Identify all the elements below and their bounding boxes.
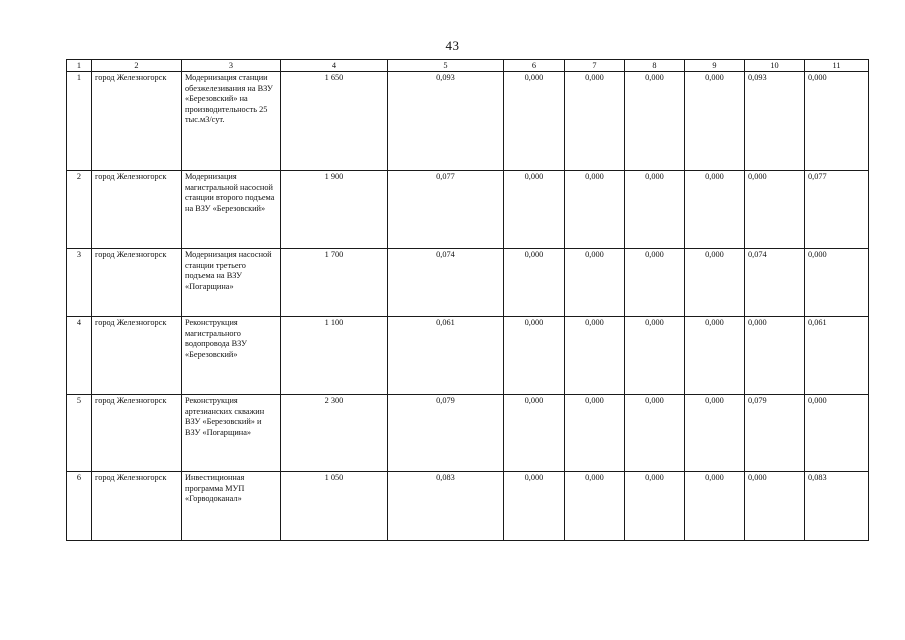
column-header: 2 [92,60,182,72]
table-row [67,472,869,541]
column-header: 5 [388,60,504,72]
row-number: 4 [67,317,92,395]
value-cell-9: 0,000 [685,171,745,249]
value-cell-8: 0,000 [625,72,685,171]
value-cell-11: 0,077 [805,171,869,249]
value-cell-6: 0,000 [504,249,565,317]
city-cell: город Железногорск [92,171,182,249]
value-cell-6: 0,000 [504,317,565,395]
value-cell-11: 0,000 [805,72,869,171]
city-cell: город Железногорск [92,317,182,395]
value-cell-6: 0,000 [504,472,565,541]
page-number: 43 [445,38,460,53]
object-cell: Модернизация магистральной насосной станции второго подъема на ВЗУ «Березовский» [182,171,281,249]
value-cell-9: 0,000 [685,395,745,472]
value-cell-4: 1 650 [281,72,388,171]
header-row [67,60,869,72]
value-cell-4: 1 050 [281,472,388,541]
value-cell-6: 0,000 [504,171,565,249]
city-cell: город Железногорск [92,395,182,472]
value-cell-5: 0,077 [388,171,504,249]
value-cell-5: 0,079 [388,395,504,472]
table-row [67,395,869,472]
column-header: 6 [504,60,565,72]
table-row [67,72,869,171]
column-header: 3 [182,60,281,72]
row-number: 5 [67,395,92,472]
value-cell-7: 0,000 [565,317,625,395]
column-header: 11 [805,60,869,72]
column-header: 4 [281,60,388,72]
value-cell-8: 0,000 [625,171,685,249]
value-cell-11: 0,000 [805,249,869,317]
value-cell-6: 0,000 [504,395,565,472]
city-cell: город Железногорск [92,472,182,541]
data-table [66,59,869,541]
value-cell-5: 0,074 [388,249,504,317]
value-cell-10: 0,000 [745,317,805,395]
value-cell-8: 0,000 [625,249,685,317]
value-cell-7: 0,000 [565,72,625,171]
value-cell-4: 2 300 [281,395,388,472]
value-cell-5: 0,093 [388,72,504,171]
value-cell-8: 0,000 [625,317,685,395]
value-cell-9: 0,000 [685,72,745,171]
value-cell-4: 1 700 [281,249,388,317]
object-cell: Модернизация насосной станции третьего подъема на ВЗУ «Погарщина» [182,249,281,317]
value-cell-6: 0,000 [504,72,565,171]
row-number: 1 [67,72,92,171]
table-row [67,317,869,395]
value-cell-8: 0,000 [625,472,685,541]
value-cell-11: 0,000 [805,395,869,472]
column-header: 7 [565,60,625,72]
value-cell-10: 0,074 [745,249,805,317]
city-cell: город Железногорск [92,72,182,171]
value-cell-5: 0,083 [388,472,504,541]
value-cell-11: 0,083 [805,472,869,541]
value-cell-11: 0,061 [805,317,869,395]
value-cell-7: 0,000 [565,249,625,317]
city-cell: город Железногорск [92,249,182,317]
value-cell-4: 1 100 [281,317,388,395]
value-cell-5: 0,061 [388,317,504,395]
value-cell-10: 0,079 [745,395,805,472]
value-cell-7: 0,000 [565,395,625,472]
value-cell-9: 0,000 [685,317,745,395]
column-header: 1 [67,60,92,72]
column-header: 10 [745,60,805,72]
value-cell-10: 0,000 [745,472,805,541]
value-cell-7: 0,000 [565,472,625,541]
value-cell-10: 0,093 [745,72,805,171]
column-header: 9 [685,60,745,72]
value-cell-4: 1 900 [281,171,388,249]
value-cell-7: 0,000 [565,171,625,249]
table-row [67,171,869,249]
object-cell: Модернизация станции обезжелезивания на ВЗУ «Березовский» на производительность 25 тыс.м3/сут. [182,72,281,171]
row-number: 3 [67,249,92,317]
value-cell-8: 0,000 [625,395,685,472]
row-number: 6 [67,472,92,541]
value-cell-10: 0,000 [745,171,805,249]
row-number: 2 [67,171,92,249]
object-cell: Инвестиционная программа МУП «Горводоканал» [182,472,281,541]
value-cell-9: 0,000 [685,249,745,317]
column-header: 8 [625,60,685,72]
object-cell: Реконструкция артезианских скважин ВЗУ «Березовский» и ВЗУ «Погарщина» [182,395,281,472]
value-cell-9: 0,000 [685,472,745,541]
object-cell: Реконструкция магистрального водопровода ВЗУ «Березовский» [182,317,281,395]
table-row [67,249,869,317]
